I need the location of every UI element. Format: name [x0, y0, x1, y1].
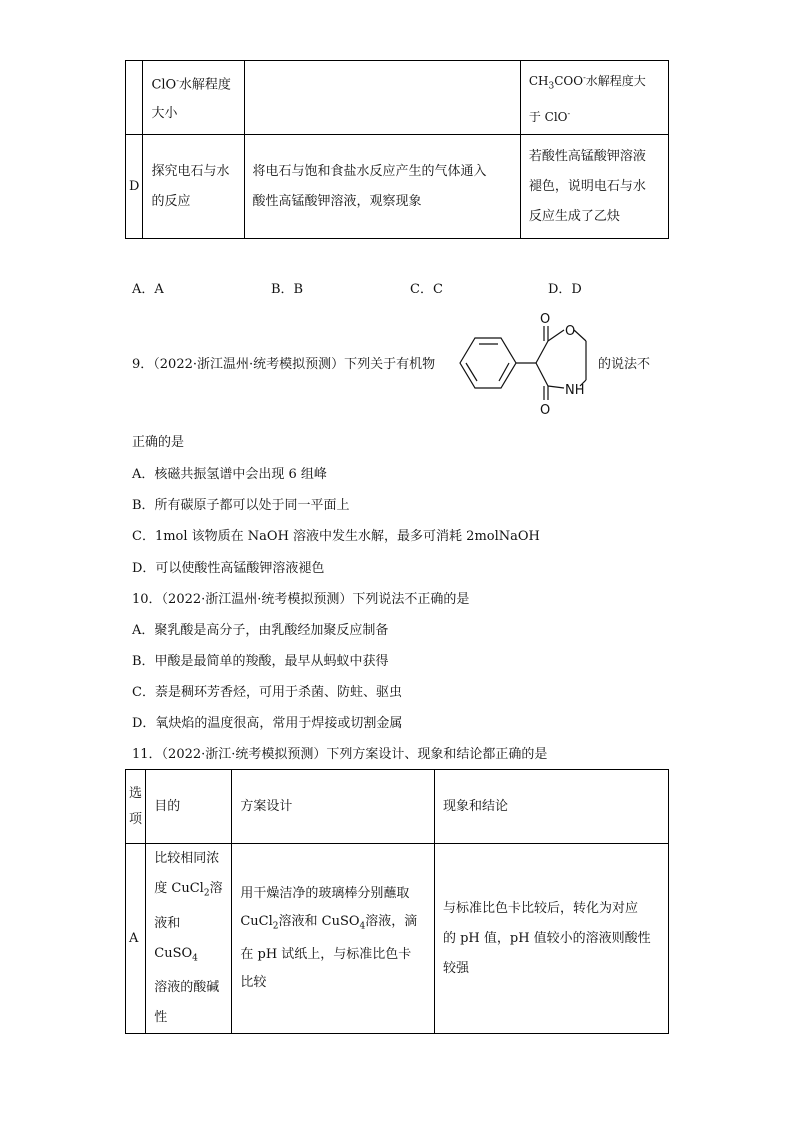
option-c: C．C	[410, 282, 443, 297]
q9-option-a: A．核磁共振氢谱中会出现 6 组峰	[132, 467, 327, 482]
carbonyl-o-top: O	[540, 312, 551, 327]
option-label: D	[126, 135, 143, 239]
header-option: 选 项	[126, 770, 146, 844]
option-cell	[126, 61, 143, 135]
question-10-stem: 10．（2022·浙江温州·统考模拟预测）下列说法不正确的是	[132, 592, 470, 607]
carbonyl-o-bottom: O	[540, 403, 551, 418]
table-q11	[125, 769, 669, 1034]
design-cell: 将电石与饱和食盐水反应产生的气体通入 酸性高锰酸钾溶液，观察现象	[244, 135, 520, 239]
question-9-stem-line2: 正确的是	[132, 435, 185, 450]
molecule-structure	[454, 308, 594, 418]
table-row	[126, 61, 669, 135]
ring-o: O	[565, 324, 576, 339]
question-9-stem-tail: 的说法不	[598, 357, 651, 372]
table-continued	[125, 60, 669, 239]
q9-option-c: C．1mol 该物质在 NaOH 溶液中发生水解，最多可消耗 2molNaOH	[132, 529, 540, 544]
purpose-cell: 比较相同浓 度 CuCl$_2$溶 液和 CuSO$_4$ 溶液的酸碱 性	[146, 844, 232, 1034]
q10-option-a: A．聚乳酸是高分子，由乳酸经加聚反应制备	[132, 623, 389, 638]
table-row	[126, 135, 669, 239]
design-cell	[244, 61, 520, 135]
q9-option-b: B．所有碳原子都可以处于同一平面上	[132, 498, 350, 513]
design-cell: 用干燥洁净的玻璃棒分别蘸取 CuCl$_2$溶液和 CuSO$_4$溶液，滴 在 pH 试纸上，与标准比色卡 比较	[232, 844, 435, 1034]
q10-option-c: C．萘是稠环芳香烃，可用于杀菌、防蛀、驱虫	[132, 685, 402, 700]
purpose-cell: 探究电石与水 的反应	[143, 135, 244, 239]
result-cell: $CH_3COO^-$水解程度大 于 ClO-	[520, 61, 668, 135]
header-result: 现象和结论	[434, 770, 668, 844]
q10-option-b: B．甲酸是最简单的羧酸，最早从蚂蚁中获得	[132, 654, 389, 669]
q10-option-d: D．氧炔焰的温度很高，常用于焊接或切割金属	[132, 716, 403, 731]
question-11-stem: 11．（2022·浙江·统考模拟预测）下列方案设计、现象和结论都正确的是	[132, 747, 548, 762]
result-cell: 若酸性高锰酸钾溶液 褪色，说明电石与水 反应生成了乙炔	[520, 135, 668, 239]
header-purpose: 目的	[146, 770, 232, 844]
ring-nh: NH	[565, 383, 585, 398]
option-label: A	[126, 844, 146, 1034]
table-row	[126, 844, 669, 1034]
purpose-cell: ClO-水解程度 大小	[143, 61, 244, 135]
header-design: 方案设计	[232, 770, 435, 844]
option-b: B．B	[271, 282, 304, 297]
result-cell: 与标准比色卡比较后，转化为对应 的 pH 值，pH 值较小的溶液则酸性 较强	[434, 844, 668, 1034]
table-header-row	[126, 770, 669, 844]
option-a: A．A	[132, 282, 164, 297]
option-d: D．D	[548, 282, 582, 297]
benzene-ring	[460, 338, 516, 388]
q9-option-d: D．可以使酸性高锰酸钾溶液褪色	[132, 561, 325, 576]
question-9-stem: 9．（2022·浙江温州·统考模拟预测）下列关于有机物	[132, 357, 436, 372]
